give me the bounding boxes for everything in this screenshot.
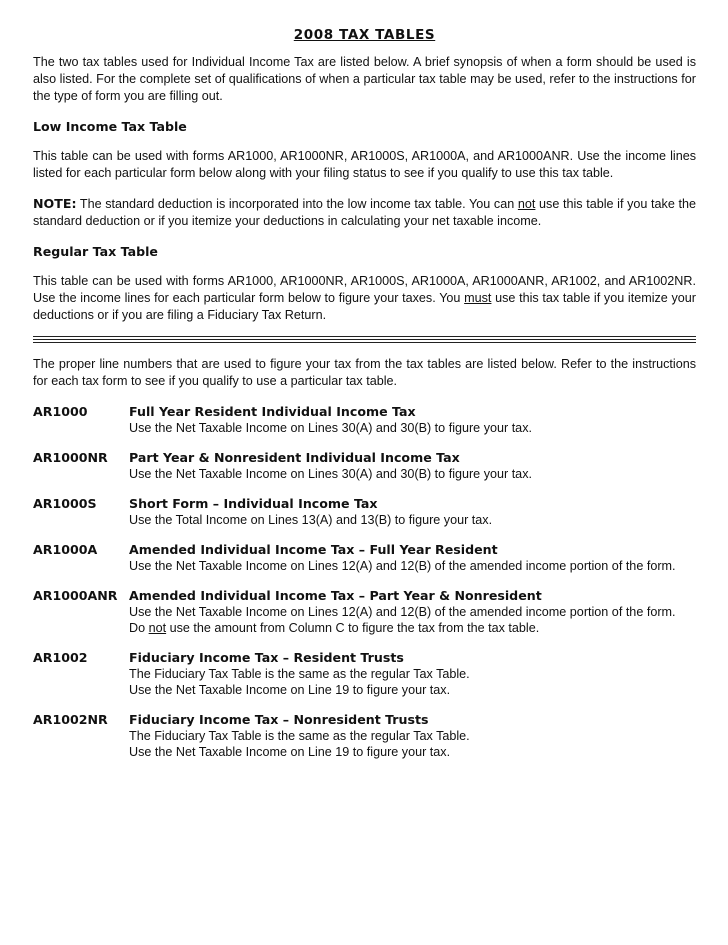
form-list (33, 403, 696, 760)
divider-line (33, 336, 696, 337)
note-text-before: The standard deduction is incorporated into the low income tax table. You can (76, 197, 518, 211)
form-details (129, 449, 696, 482)
form-row-ar1002nr (33, 711, 696, 760)
form-details (129, 495, 696, 528)
spacer (33, 135, 696, 148)
note-label: NOTE: (33, 196, 77, 211)
form-code: AR1000S (33, 496, 97, 511)
form-row-ar1000a (33, 541, 696, 574)
form-row-ar1000 (33, 403, 696, 436)
form-instruction: Use the Net Taxable Income on Lines 12(A) and 12(B) of the amended income portion of the form. (129, 559, 676, 573)
low-income-heading: Low Income Tax Table (33, 119, 187, 134)
instruction-text-before: Do (129, 621, 149, 635)
spacer (33, 105, 696, 118)
form-code: AR1000 (33, 404, 88, 419)
form-title: Full Year Resident Individual Income Tax (129, 404, 416, 419)
form-row-ar1000s (33, 495, 696, 528)
form-instruction (129, 620, 696, 636)
form-instruction: Use the Net Taxable Income on Line 19 to figure your tax. (129, 683, 451, 697)
spacer (33, 260, 696, 273)
page-title: 2008 TAX TABLES (293, 27, 436, 43)
regular-emphasis: must (464, 291, 492, 305)
form-title: Short Form – Individual Income Tax (129, 496, 378, 511)
form-code: AR1002 (33, 650, 88, 665)
lines-intro-paragraph: The proper line numbers that are used to figure your tax from the tax tables are listed below. Refer to the instructions for each tax form to see if you qualify to use a particular tax table. (33, 357, 696, 388)
spacer (33, 230, 696, 243)
double-rule-divider (33, 336, 696, 343)
form-instruction: Use the Net Taxable Income on Lines 30(A) and 30(B) to figure your tax. (129, 467, 532, 481)
form-instruction: The Fiduciary Tax Table is the same as the regular Tax Table. (129, 729, 470, 743)
divider-line (33, 339, 696, 340)
form-details (129, 403, 696, 436)
regular-body (33, 273, 696, 324)
form-title: Amended Individual Income Tax – Part Year & Nonresident (129, 588, 542, 603)
form-title: Part Year & Nonresident Individual Income Tax (129, 450, 460, 465)
instruction-text-after: use the amount from Column C to figure the tax from the tax table. (166, 621, 540, 635)
form-code: AR1000NR (33, 450, 108, 465)
form-title: Fiduciary Income Tax – Resident Trusts (129, 650, 404, 665)
form-details (129, 711, 696, 760)
form-row-ar1002 (33, 649, 696, 698)
intro-paragraph: The two tax tables used for Individual Income Tax are listed below. A brief synopsis of when a form should be used is also listed. For the complete set of qualifications of when a particular tax table may be used, refer to the instructions for the type of form you are filling out. (33, 55, 696, 103)
instruction-emphasis: not (148, 621, 167, 635)
form-details (129, 587, 696, 636)
regular-text-before: This table can be used with forms AR1000, AR1000NR, AR1000S, AR1000A, AR1000ANR, AR1002, and AR1002NR. Use the income lines for each particular form below to figure your taxes. You (33, 274, 696, 305)
divider-line (33, 342, 696, 343)
form-title: Amended Individual Income Tax – Full Year Resident (129, 542, 498, 557)
form-row-ar1000anr (33, 587, 696, 636)
form-instruction: The Fiduciary Tax Table is the same as the regular Tax Table. (129, 667, 470, 681)
form-row-ar1000nr (33, 449, 696, 482)
form-code: AR1002NR (33, 712, 108, 727)
form-instruction: Use the Net Taxable Income on Line 19 to figure your tax. (129, 745, 451, 759)
regular-text-after: use this tax table if you itemize your deductions or if you are filing a Fiduciary Tax Return. (33, 291, 696, 322)
form-instruction: Use the Net Taxable Income on Lines 12(A) and 12(B) of the amended income portion of the form. (129, 605, 676, 619)
regular-heading: Regular Tax Table (33, 244, 158, 259)
form-title: Fiduciary Income Tax – Nonresident Trusts (129, 712, 429, 727)
spacer (33, 390, 696, 403)
form-details (129, 541, 696, 574)
form-instruction: Use the Net Taxable Income on Lines 30(A) and 30(B) to figure your tax. (129, 421, 532, 435)
form-code: AR1000A (33, 542, 98, 557)
form-details (129, 649, 696, 698)
low-income-body: This table can be used with forms AR1000, AR1000NR, AR1000S, AR1000A, and AR1000ANR. Use the income lines listed for each particular form below along with your filing status to see if you qualify to use this tax table. (33, 149, 696, 180)
spacer (33, 182, 696, 195)
low-income-note (33, 195, 696, 230)
form-instruction: Use the Total Income on Lines 13(A) and 13(B) to figure your tax. (129, 513, 493, 527)
note-emphasis: not (517, 197, 536, 211)
note-text-after: use this table if you take the standard deduction or if you itemize your deductions in calculating your net taxable income. (33, 197, 697, 228)
form-code: AR1000ANR (33, 588, 118, 603)
